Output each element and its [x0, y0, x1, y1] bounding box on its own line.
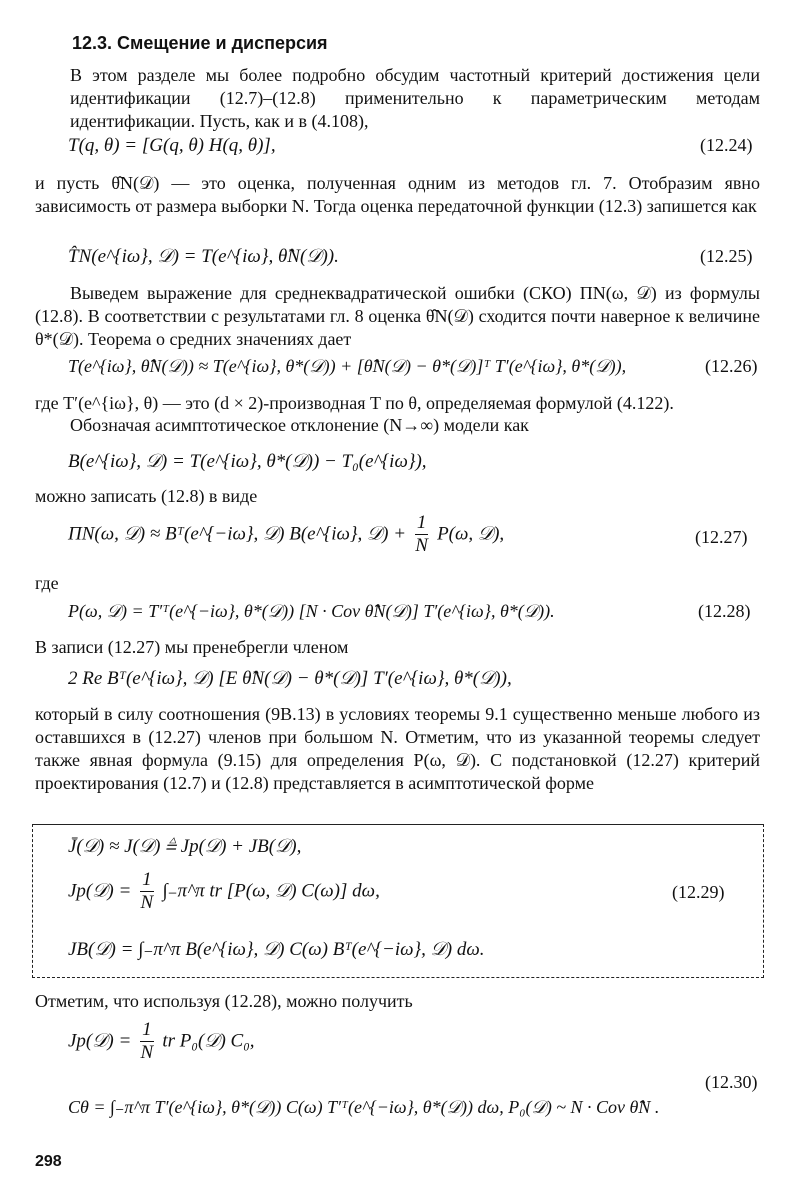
equation-12-28: P(ω, 𝒟) = T′ᵀ(e^{−iω}, θ*(𝒟)) [N · Cov θ̂N(𝒟)] T′(e^{iω}, θ*(𝒟)).: [68, 601, 555, 621]
equation-12-30-a-right: tr P₀(𝒟) C₀,: [162, 1030, 255, 1052]
fraction-1-over-n: [140, 870, 154, 915]
fraction-denominator: N: [140, 1041, 154, 1063]
fraction-numerator: 1: [416, 512, 427, 533]
equation-12-30-a-left: Jp(𝒟) =: [68, 1030, 132, 1052]
fraction-denominator: N: [415, 534, 428, 556]
equation-12-27-right: P(ω, 𝒟),: [437, 523, 505, 545]
equation-number: (12.27): [695, 527, 748, 547]
paragraph-where: где: [35, 573, 59, 593]
page-number: 298: [35, 1153, 62, 1170]
fraction-numerator: 1: [142, 869, 152, 890]
paragraph-neglect: В записи (12.27) мы пренебрегли членом: [35, 637, 349, 657]
equation-12-26: T(e^{iω}, θ̂N(𝒟)) ≈ T(e^{iω}, θ*(𝒟)) + [θ̂N(𝒟) − θ*(𝒟)]ᵀ T′(e^{iω}, θ*(𝒟)),: [68, 356, 627, 376]
fraction-numerator: 1: [142, 1019, 152, 1040]
section-heading: 12.3. Смещение и дисперсия: [72, 33, 328, 53]
equation-bias: B(e^{iω}, 𝒟) = T(e^{iω}, θ*(𝒟)) − T₀(e^{iω}),: [68, 451, 427, 472]
equation-number: (12.26): [705, 356, 758, 376]
fraction-denominator: N: [140, 891, 154, 913]
paragraph-note: Отметим, что используя (12.28), можно получить: [35, 991, 413, 1011]
fraction-1-over-n: [140, 1020, 154, 1065]
paragraph-asymptotic: который в силу соотношения (9В.13) в условиях теоремы 9.1 существенно меньше любого из оставшихся в (12.27) членов при большом N. Отметим, что из указанной теоремы следует также явная формула (9.15) для определения P(ω, 𝒟). С подстановкой (12.27) критерий проектирования (12.7) и (12.8) представляется в асимптотической форме: [35, 704, 760, 793]
equation-number: (12.24): [700, 135, 753, 155]
paragraph-rewrite: можно записать (12.8) в виде: [35, 486, 258, 506]
equation-12-30-a: [68, 1020, 255, 1065]
equation-12-29-b-left: Jp(𝒟) =: [68, 880, 132, 902]
paragraph-bias: Обозначая асимптотическое отклонение (N→∞) модели как: [70, 415, 529, 435]
equation-12-27-left: ΠN(ω, 𝒟) ≈ Bᵀ(e^{−iω}, 𝒟) B(e^{iω}, 𝒟) +: [68, 523, 407, 545]
equation-12-29-b-right: ∫₋π^π tr [P(ω, 𝒟) C(ω)] dω,: [162, 880, 380, 902]
paragraph-intro: В этом разделе мы более подробно обсудим частотный критерий достижения цели идентификации (12.7)–(12.8) применительно к параметрическим методам идентификации. Пусть, как и в (4.108),: [70, 65, 760, 131]
equation-12-29-b: [68, 870, 380, 915]
equation-12-29-a: J̄(𝒟) ≈ J(𝒟) ≜ Jp(𝒟) + JB(𝒟),: [68, 836, 302, 857]
equation-12-29-c: JB(𝒟) = ∫₋π^π B(e^{iω}, 𝒟) C(ω) Bᵀ(e^{−iω}, 𝒟) dω.: [68, 939, 485, 960]
paragraph-mse: Выведем выражение для среднеквадратической ошибки (СКО) ΠN(ω, 𝒟) из формулы (12.8). В соответствии с результатами гл. 8 оценка θ̂N(𝒟) сходится почти наверное к величине θ*(𝒟). Теорема о средних значениях дает: [35, 283, 760, 349]
equation-number: (12.25): [700, 246, 753, 266]
equation-12-27: [68, 513, 504, 558]
equation-12-24: T(q, θ) = [G(q, θ) H(q, θ)],: [68, 135, 276, 156]
equation-neglected-term: 2 Re Bᵀ(e^{iω}, 𝒟) [E θ̂N(𝒟) − θ*(𝒟)] T′(e^{iω}, θ*(𝒟)),: [68, 668, 512, 689]
equation-12-25: T̂N(e^{iω}, 𝒟) = T(e^{iω}, θ̂N(𝒟)).: [68, 246, 339, 267]
paragraph-estimate: и пусть θ̂N(𝒟) — это оценка, полученная одним из методов гл. 7. Отобразим явно зависимость от размера выборки N. Тогда оценка передаточной функции (12.3) запишется как: [35, 173, 760, 216]
fraction-1-over-n: [415, 513, 429, 558]
equation-number: (12.29): [672, 882, 725, 902]
equation-12-30-b: Cθ = ∫₋π^π T′(e^{iω}, θ*(𝒟)) C(ω) T′ᵀ(e^{−iω}, θ*(𝒟)) dω, P₀(𝒟) ~ N · Cov θ̂N .: [68, 1097, 660, 1117]
equation-number: (12.28): [698, 601, 751, 621]
equation-number: (12.30): [705, 1072, 758, 1092]
paragraph-derivative: где T′(e^{iω}, θ) — это (d × 2)-производная T по θ, определяемая формулой (4.122).: [35, 393, 674, 413]
